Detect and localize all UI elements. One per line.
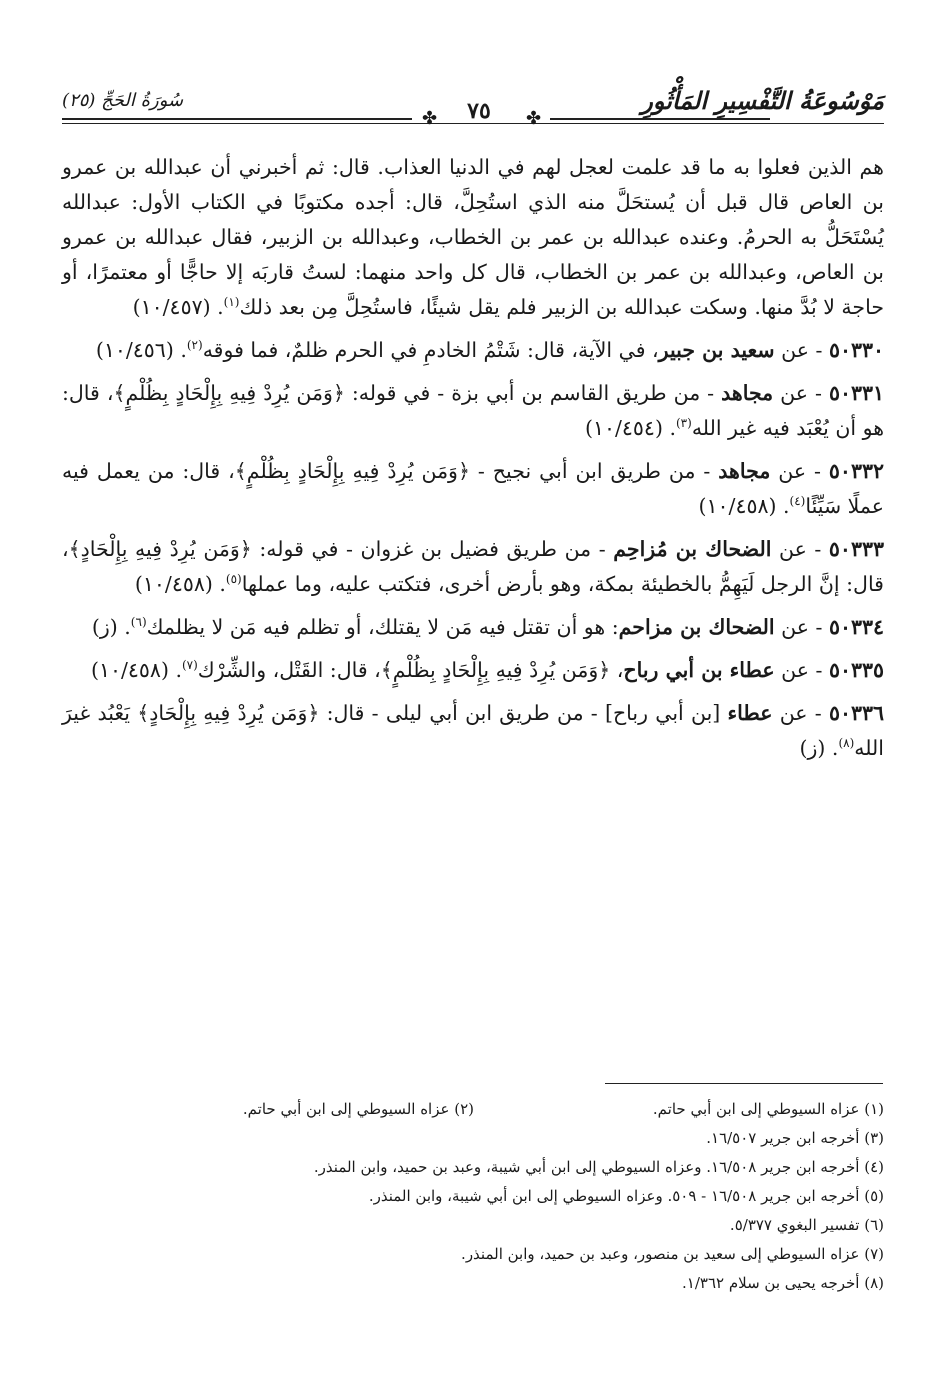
narration-number: ٥٠٣٣٠	[828, 338, 884, 362]
paragraph-text: - من طريق القاسم بن أبي بزة - في قوله: ﴿وَمَن يُرِدْ فِيهِ بِإِلْحَادٍ بِظُلْمٍ﴾، قال: هو أن يُعْبَد فيه غير الله	[62, 381, 884, 440]
footnote: (٨) أخرجه يحيى بن سلام ١/٣٦٢.	[682, 1274, 884, 1292]
footnote-row	[62, 1182, 884, 1211]
paragraph	[62, 376, 884, 446]
footnote-marker: (٤)	[789, 494, 806, 509]
narrator-name: الضحاك بن مُزاحِم	[613, 537, 772, 561]
footnote-marker: (١)	[223, 295, 240, 310]
footnote-row	[62, 1153, 884, 1182]
footnote-marker: (٥)	[225, 572, 242, 587]
narration-number: ٥٠٣٣١	[828, 381, 884, 405]
footnote-marker: (٢)	[186, 338, 203, 353]
paragraph	[62, 150, 884, 325]
reference: . (١٠/٤٥٨)	[698, 494, 790, 518]
surah-label: سُورَةُ الحَجِّ (٢٥)	[62, 90, 184, 111]
paragraph	[62, 532, 884, 602]
page-header	[62, 78, 884, 134]
main-text	[62, 150, 884, 774]
ornament-icon: ✤	[422, 108, 438, 129]
footnote: (٣) أخرجه ابن جرير ١٦/٥٠٧.	[706, 1129, 884, 1147]
narrator-name: الضحاك بن مزاحم	[618, 615, 775, 639]
narrator-name: مجاهد	[718, 459, 771, 483]
paragraph-text: - من طريق فضيل بن غزوان - في قوله: ﴿وَمَن يُرِدْ فِيهِ بِإِلْحَادٍ﴾، قال: إنَّ الرجل لَيَهِمُّ بالخطيئة بمكة، وهو بأرض أخرى، فتكتب عليه، وما عملها	[62, 537, 884, 596]
book-title: مَوْسُوعَةُ التَّفْسِيرِ المَأْثُورِ	[641, 86, 884, 115]
footnote-marker: (٨)	[838, 736, 855, 751]
narration-number: ٥٠٣٣٣	[828, 537, 884, 561]
paragraph-text: هم الذين فعلوا به ما قد علمت لعجل لهم في الدنيا العذاب. قال: ثم أخبرني أن عبدالله بن عمرو بن العاص قال قبل أن يُستحَلَّ منه الذي استُحِلَّ، قال: أجده مكتوبًا في الكتاب الأول: عبدالله يُسْتَحَلُّ به الحرمُ. وعنده عبدالله بن عمر بن الخطاب، وعبدالله بن الزبير، فقال عبدالله بن عمرو بن العاص، وعبدالله بن عمر بن الخطاب، قال كل واحد منهما: لستُ قاربَه إلا حاجًّا أو معتمرًا، أو حاجة لا بُدَّ منها. وسكت عبدالله بن الزبير فلم يقل شيئًا، فاستُحِلَّ مِن بعد ذلك	[62, 155, 884, 319]
paragraph-text: [بن أبي رباح] - من طريق ابن أبي ليلى - قال: ﴿وَمَن يُرِدْ فِيهِ بِإِلْحَادٍ﴾ يَعْبُد غيرَ الله	[62, 701, 884, 760]
paragraph-prefix: - عن	[770, 459, 829, 483]
reference: . (١٠/٤٥٨)	[90, 658, 182, 682]
paragraph-text: ، في الآية، قال: شَتْمُ الخادمِ في الحرم ظلمٌ، فما فوقه	[202, 338, 659, 362]
reference: . (ز)	[799, 736, 839, 760]
footnotes	[62, 1095, 884, 1298]
reference: . (ز)	[91, 615, 131, 639]
footnote-row	[62, 1124, 884, 1153]
ornament-icon: ✤	[526, 108, 542, 129]
footnote-row	[62, 1269, 884, 1298]
narration-number: ٥٠٣٣٥	[828, 658, 884, 682]
footnote: (١) عزاه السيوطي إلى ابن أبي حاتم.	[652, 1100, 884, 1118]
paragraph-prefix: - عن	[774, 615, 829, 639]
paragraph-prefix: - عن	[773, 381, 829, 405]
footnote: (٤) أخرجه ابن جرير ١٦/٥٠٨. وعزاه السيوطي إلى ابن أبي شيبة، وعبد بن حميد، وابن المنذر.	[313, 1158, 884, 1176]
narration-number: ٥٠٣٣٦	[828, 701, 884, 725]
reference: . (١٠/٤٥٨)	[134, 572, 226, 596]
paragraph-prefix: - عن	[774, 658, 829, 682]
paragraph	[62, 653, 884, 688]
paragraph-prefix: - عن	[771, 537, 829, 561]
narrator-name: عطاء	[727, 701, 773, 725]
paragraph	[62, 333, 884, 368]
narrator-name: عطاء بن أبي رباح	[623, 658, 775, 682]
paragraph	[62, 454, 884, 524]
paragraph-text: - من طريق ابن أبي نجيح - ﴿وَمَن يُرِدْ فِيهِ بِإِلْحَادٍ بِظُلْمٍ﴾، قال: من يعمل فيه عملًا سَيِّئًا	[62, 459, 884, 518]
paragraph-prefix: - عن	[774, 338, 829, 362]
footnote: (٦) تفسير البغوي ٥/٣٧٧.	[729, 1216, 884, 1234]
reference: . (١٠/٤٥٤)	[584, 416, 676, 440]
footnote-marker: (٦)	[130, 615, 147, 630]
footnote-row	[62, 1095, 884, 1124]
footnote-row	[62, 1211, 884, 1240]
header-rule-left	[62, 118, 412, 120]
paragraph-text: ، ﴿وَمَن يُرِدْ فِيهِ بِإِلْحَادٍ بِظُلْمٍ﴾، قال: القَتْل، والشِّرْك	[197, 658, 624, 682]
paragraph-prefix: - عن	[772, 701, 829, 725]
narration-number: ٥٠٣٣٤	[828, 615, 884, 639]
paragraph	[62, 696, 884, 766]
reference: . (١٠/٤٥٦)	[95, 338, 187, 362]
page-number: ٧٥	[467, 98, 491, 124]
footnote-marker: (٧)	[181, 658, 198, 673]
paragraph	[62, 610, 884, 645]
reference: . (١٠/٤٥٧)	[132, 295, 224, 319]
paragraph-text: : هو أن تقتل فيه مَن لا يقتلك، أو تظلم فيه مَن لا يظلمك	[146, 615, 619, 639]
footnote-row	[62, 1240, 884, 1269]
footnote-separator	[605, 1083, 883, 1084]
footnote-marker: (٣)	[675, 416, 692, 431]
footnote: (٥) أخرجه ابن جرير ١٦/٥٠٨ - ٥٠٩. وعزاه السيوطي إلى ابن أبي شيبة، وابن المنذر.	[368, 1187, 884, 1205]
footnote: (٧) عزاه السيوطي إلى سعيد بن منصور، وعبد بن حميد، وابن المنذر.	[461, 1245, 884, 1263]
narration-number: ٥٠٣٣٢	[828, 459, 884, 483]
narrator-name: مجاهد	[721, 381, 774, 405]
narrator-name: سعيد بن جبير	[658, 338, 775, 362]
footnote: (٢) عزاه السيوطي إلى ابن أبي حاتم.	[242, 1100, 474, 1118]
header-rule-right	[550, 118, 770, 120]
